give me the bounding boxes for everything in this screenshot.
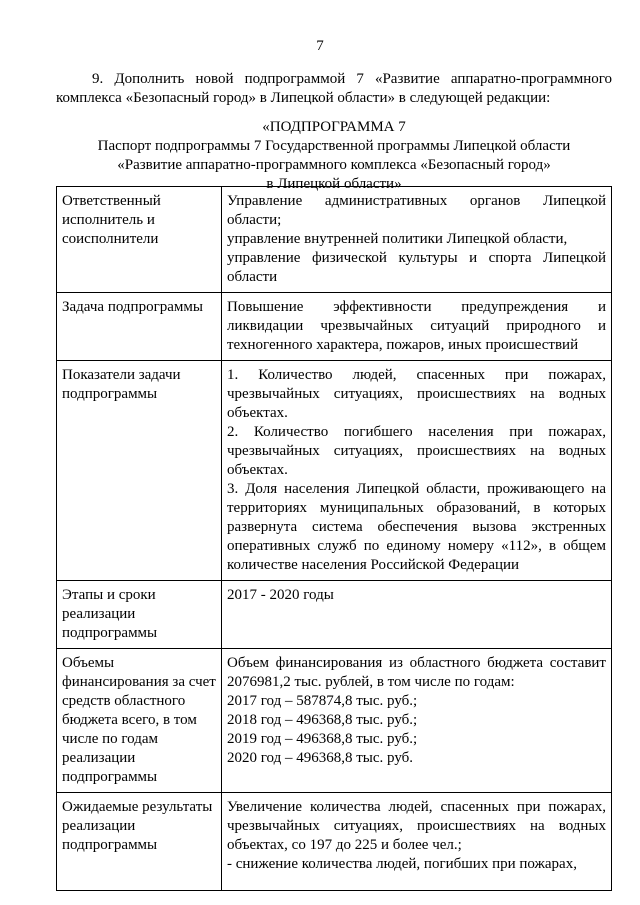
value-line: 1. Количество людей, спасенных при пожарах, чрезвычайных ситуациях, происшествиях на водных объектах. <box>227 367 606 421</box>
row-value <box>222 187 612 293</box>
value-line: 2018 год – 496368,8 тыс. руб.; <box>227 712 418 728</box>
row-label: Этапы и сроки реализации подпрограммы <box>57 581 222 649</box>
value-line: Увеличение количества людей, спасенных при пожарах, чрезвычайных ситуациях, происшествиях на водных объектах, со 197 до 225 и более чел.; <box>227 799 606 853</box>
table-row-results <box>57 793 612 891</box>
row-value <box>222 581 612 649</box>
subprogram-heading <box>56 118 612 194</box>
row-label: Показатели задачи подпрограммы <box>57 361 222 581</box>
heading-line-4: в Липецкой области» <box>266 176 402 192</box>
value-line: 2017 год – 587874,8 тыс. руб.; <box>227 693 418 709</box>
page-number: 7 <box>316 38 324 54</box>
row-label: Ожидаемые результаты реализации подпрограммы <box>57 793 222 891</box>
heading-line-3: «Развитие аппаратно-программного комплекса «Безопасный город» <box>117 157 551 173</box>
row-value <box>222 361 612 581</box>
table-row-stages <box>57 581 612 649</box>
value-line: Объем финансирования из областного бюджета составит 2076981,2 тыс. рублей, в том числе по годам: <box>227 655 606 690</box>
value-line: 2019 год – 496368,8 тыс. руб.; <box>227 731 418 747</box>
row-value <box>222 649 612 793</box>
intro-paragraph: 9. Дополнить новой подпрограммой 7 «Развитие аппаратно-программного комплекса «Безопасный город» в Липецкой области» в следующей редакции: <box>56 71 612 106</box>
passport-table <box>56 186 612 891</box>
table-row-executors <box>57 187 612 293</box>
value-line: 2017 - 2020 годы <box>227 587 334 603</box>
table-row-indicators <box>57 361 612 581</box>
heading-line-2: Паспорт подпрограммы 7 Государственной программы Липецкой области <box>97 138 571 154</box>
heading-line-1: «ПОДПРОГРАММА 7 <box>262 119 406 135</box>
value-line: - снижение количества людей, погибших при пожарах, <box>227 856 577 872</box>
row-label: Ответственный исполнитель и соисполнители <box>57 187 222 293</box>
value-line: управление физической культуры и спорта Липецкой области <box>227 250 606 285</box>
row-label: Объемы финансирования за счет средств областного бюджета всего, в том числе по годам реализации подпрограммы <box>57 649 222 793</box>
row-label: Задача подпрограммы <box>57 293 222 361</box>
table-row-task <box>57 293 612 361</box>
row-value <box>222 293 612 361</box>
row-value <box>222 793 612 891</box>
value-line: Повышение эффективности предупреждения и ликвидации чрезвычайных ситуаций природного и техногенного характера, пожаров, иных происшествий <box>227 299 606 353</box>
value-line: 3. Доля населения Липецкой области, проживающего на территориях муниципальных образований, в которых развернута система обеспечения вызова экстренных оперативных служб по единому номеру «112», в общем количестве населения Российской Федерации <box>227 481 606 573</box>
table-row-funding <box>57 649 612 793</box>
value-line: 2020 год – 496368,8 тыс. руб. <box>227 750 414 766</box>
value-line: управление внутренней политики Липецкой области, <box>227 231 568 247</box>
value-line: Управление административных органов Липецкой области; <box>227 193 606 228</box>
value-line: 2. Количество погибшего населения при пожарах, чрезвычайных ситуациях, происшествиях на водных объектах. <box>227 424 606 478</box>
